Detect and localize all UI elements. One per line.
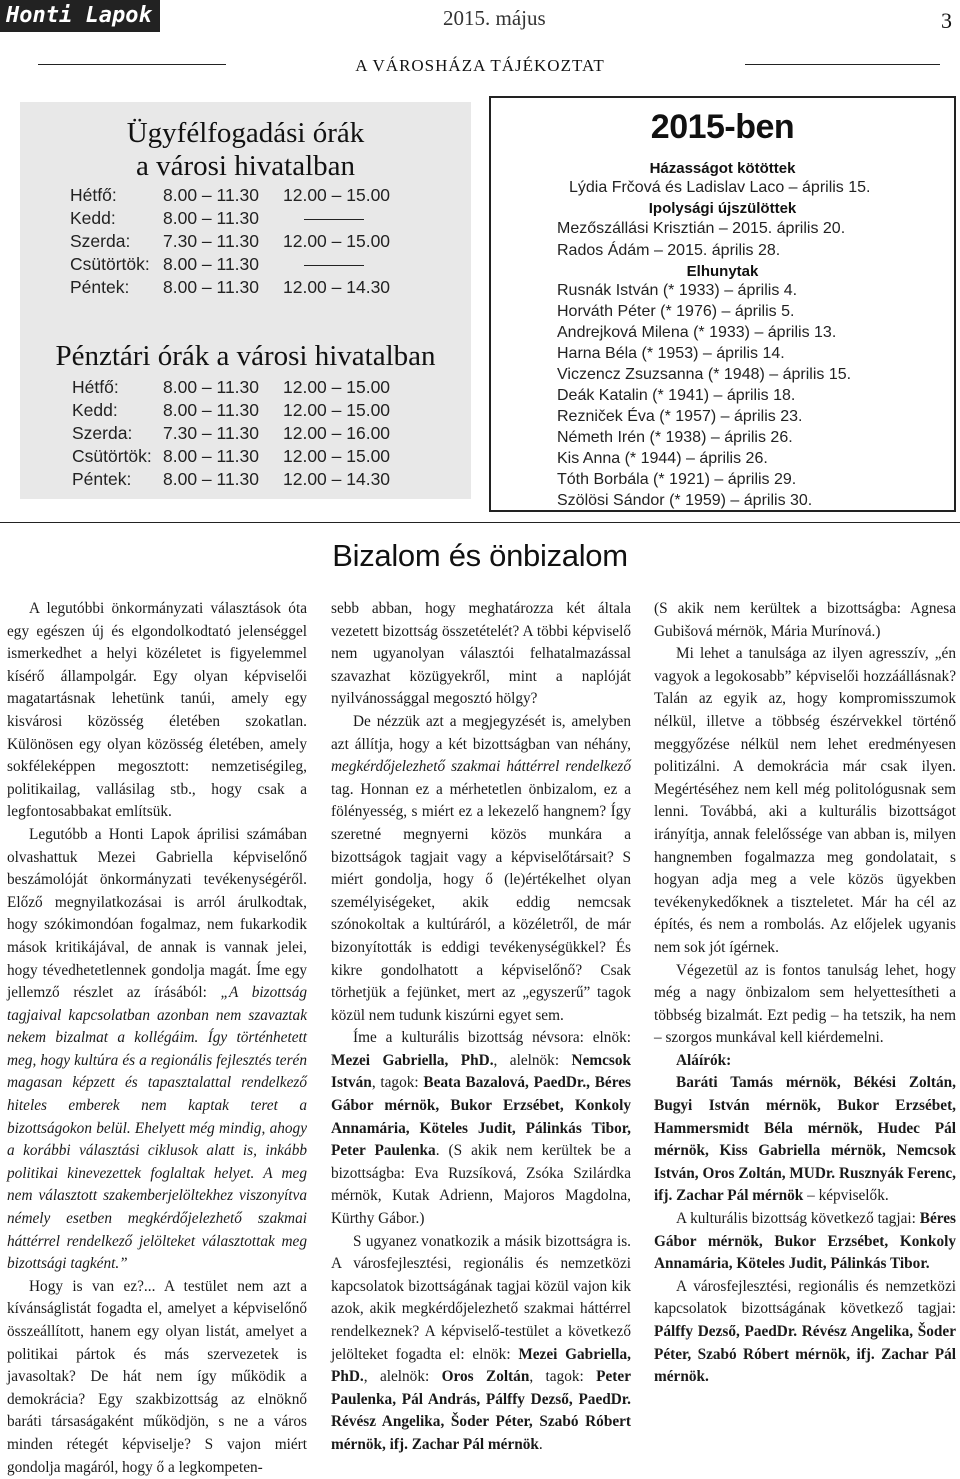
deaths-heading: Elhunytak xyxy=(686,263,759,280)
paragraph-text: , tagok: xyxy=(371,1074,424,1092)
day: Szerda: xyxy=(70,231,131,251)
article-column-2 xyxy=(331,598,632,1453)
death-entry: Szölösi Sándor (* 1959) – április 30. xyxy=(557,492,813,509)
office-hours-title-1: Ügyfélfogadási órák xyxy=(126,117,365,149)
paragraph: A legutóbbi önkormányzati választások óta egy egészen új és elgondolkodtató jelenséggel ismerkedhet a helyi közéletet is figyelemmel kísérő állampolgár. Egy olyan képviselői magatartásnak lehetünk tanúi, amely egy kisvárosi közösség életében szokatlan. Különösen egy olyan közösség életében, amely sokféleképpen megosztott: nemzetiségileg, politikailag, vallásilag stb., hogy csak a legfontosabbakat említsük. xyxy=(7,600,307,821)
day: Hétfő: xyxy=(72,377,119,397)
afternoon-hours: 12.00 – 15.00 xyxy=(283,185,391,205)
section-divider xyxy=(0,522,960,523)
office-row xyxy=(70,231,510,255)
article-column-3 xyxy=(654,598,956,1418)
paragraph-text: , tagok: xyxy=(529,1368,597,1386)
births-heading: Ipolysági újszülöttek xyxy=(648,200,797,217)
quoted-phrase: megkérdőjelezhető szakmai háttérrel rendelkező xyxy=(331,758,631,776)
signers-heading xyxy=(654,1050,956,1073)
cashier-row xyxy=(72,469,512,493)
section-header xyxy=(0,56,960,80)
paragraph xyxy=(654,1208,956,1276)
civil-events-box xyxy=(489,96,956,512)
afternoon-hours: 12.00 – 15.00 xyxy=(283,400,391,420)
birth-entry: Mezőszállási Krisztián – 2015. április 20. xyxy=(557,220,846,237)
office-hours-box xyxy=(20,102,471,499)
member-names: Béres Gábor mérnök, Bukor Erzsébet, Konkoly Annamária, Köteles Judit, Pálinkás Tibor. xyxy=(654,1210,956,1273)
signers-list xyxy=(654,1072,956,1208)
newspaper-logo: Honti Lapok xyxy=(0,0,160,32)
member-names: Beata Bazalová, PaedDr., Béres Gábor mérnök, Bukor Erzsébet, Konkoly Annamária, Köteles Judit, Pálinkás Tibor, Peter Paulenka xyxy=(331,1074,631,1160)
cashier-row xyxy=(72,400,512,424)
section-rule-right xyxy=(745,64,940,65)
afternoon-hours: 12.00 – 14.30 xyxy=(283,277,391,297)
death-entry: Andrejková Milena (* 1933) – április 13. xyxy=(557,324,837,341)
morning-hours: 8.00 – 11.30 xyxy=(163,185,260,205)
paragraph-text: Legutóbb a Honti Lapok áprilisi számában olvashattuk Mezei Gabriella képviselőnő beszámolóját önkormányzati tevékenységéről. Előző megnyilatkozásai is arról árulkodtak, hogy szókimondóan fogalmaz, nem fukarkodik mások kritikájával, de annak is vannak jelei, hogy tévedhetetlennek gondolja magát. Íme egy jellemző részlet az írásából: xyxy=(7,825,307,1002)
death-entry: Kis Anna (* 1944) – április 26. xyxy=(557,450,768,467)
day: Hétfő: xyxy=(70,185,117,205)
no-hours-dash xyxy=(304,265,364,266)
member-names: Pálffy Dezső, PaedDr. Révész Angelika, Šoder Péter, Szabó Róbert mérnök, ifj. Zachar Pál mérnök. xyxy=(654,1323,956,1386)
day: Kedd: xyxy=(72,400,118,420)
cashier-row xyxy=(72,377,512,401)
paragraph-text: Íme a kulturális bizottság névsora: elnök: xyxy=(353,1029,631,1047)
death-entry: Viczencz Zsuzsanna (* 1948) – április 15. xyxy=(557,366,852,383)
issue-date: 2015. május xyxy=(443,6,546,30)
paragraph-text: – képviselők. xyxy=(803,1187,889,1205)
paragraph: Mi lehet a tanulsága az ilyen agresszív, „én vagyok a legokosabb” képviselői hozzáállásnak? Talán az egyik az, hogy kompromisszumok nélkül, illetve a többség észérvekkel történő meggyőzése nélkül nem lehet eredményesen politizálni. A demokrácia már csak ilyen. Megértéséhez nem kell még politológusnak sem lenni. Továbbá, aki a kulturális bizottságot irányítja, annak felelőssége van abban is, milyen hangnemben fogalmazza meg gondolatait, s hogyan adja meg a vele közös ügyekben tevékenykedőknek a tiszteletet. Már ha cél az építés, és nem a rombolás. Az előjelek ugyanis nem sok jót ígérnek. xyxy=(654,645,956,956)
day: Péntek: xyxy=(70,277,130,297)
morning-hours: 8.00 – 11.30 xyxy=(163,400,260,420)
death-entry: Rusnák István (* 1933) – április 4. xyxy=(557,282,798,299)
paragraph-text: De nézzük azt a megjegyzését is, amelyben azt állítja, hogy a két bizottságban van néhány, xyxy=(331,712,631,753)
paragraph xyxy=(331,1231,631,1457)
quoted-passage: „A bizottság tagjaival kapcsolatban azonban nem szavaztak nekem bizalmat a kollégáim. Így történhetett meg, hogy kultúra és a regionális fejlesztés terén magasan képzett és tapasztalattal rendelkező hiteles emberek nem kaptak teret a bizottságokon belül. Ehelyett még mindig, ahogy a korábbi választási ciklusok alatt is, inkább politikai kinevezettek foglaltak helyet. A meg nem választott szakemberjelöltekhez viszonyítva némely esetben megkérdőjelezhető szakmai háttérrel rendelkező jelölteket választottak meg bizottsági tagként.” xyxy=(7,984,307,1273)
day: Csütörtök: xyxy=(72,446,152,466)
death-entry: Rezniček Éva (* 1957) – április 23. xyxy=(557,408,803,425)
member-name: Mezei Gabriella, PhD. xyxy=(331,1345,631,1386)
morning-hours: 8.00 – 11.30 xyxy=(163,446,260,466)
cashier-hours-title: Pénztári órák a városi hivatalban xyxy=(55,340,436,372)
day: Csütörtök: xyxy=(70,254,150,274)
member-names: Peter Paulenka, Pál András, Pálffy Dezső, PaedDr. Révész Angelika, Šoder Péter, Szabó Róbert mérnök, ifj. Zachar Pál mérnök xyxy=(331,1368,631,1453)
page-number: 3 xyxy=(941,8,952,33)
paragraph-text: , alelnök: xyxy=(363,1368,442,1386)
article-column-1 xyxy=(7,598,307,1476)
office-hours-title-2: a városi hivatalban xyxy=(135,150,356,182)
day: Szerda: xyxy=(72,423,133,443)
no-hours-dash xyxy=(304,219,364,220)
death-entry: Németh Irén (* 1938) – április 26. xyxy=(557,429,793,446)
office-row xyxy=(70,185,510,209)
morning-hours: 8.00 – 11.30 xyxy=(163,469,260,489)
paragraph-text: A városfejlesztési, regionális és nemzetközi kapcsolatok bizottságának következő tagjai: xyxy=(654,1277,956,1318)
afternoon-hours: 12.00 – 15.00 xyxy=(283,377,391,397)
paragraph: Hogy is van ez?... A testület nem azt a kívánságlistát fogadta el, amelyet a képviselőnő összeállított, hanem egy olyan listát, amelyet a politikai pártok és más szervezetek is javasoltak? De hát nem így működik a demokrácia? Egy szakbizottság az elnöknő baráti társaságaként működjön, s ne a város minden rétegét képviselje? S vajon miért gondolja magáról, hogy ő a legkompeten- xyxy=(7,1277,307,1476)
cashier-row xyxy=(72,423,512,447)
paragraph-text: , alelnök: xyxy=(493,1051,572,1069)
office-row xyxy=(70,254,510,278)
day: Kedd: xyxy=(70,208,116,228)
morning-hours: 8.00 – 11.30 xyxy=(163,208,260,228)
office-row xyxy=(70,208,510,232)
paragraph: Végezetül az is fontos tanulság lehet, hogy még a nagy önbizalom sem helyettesítheti a többség bizalmát. Ezt pedig – ha tetszik, ha nem – szorgos munkával kell kiérdemelni. xyxy=(654,961,956,1047)
morning-hours: 8.00 – 11.30 xyxy=(163,277,260,297)
morning-hours: 7.30 – 11.30 xyxy=(163,423,260,443)
death-entry: Horváth Péter (* 1976) – április 5. xyxy=(557,303,795,320)
paragraph xyxy=(654,1276,956,1389)
member-name: Nemcsok István xyxy=(331,1051,631,1092)
masthead xyxy=(0,0,960,36)
member-name: Mezei Gabriella, PhD. xyxy=(331,1051,494,1069)
morning-hours: 7.30 – 11.30 xyxy=(163,231,260,251)
death-entry: Deák Katalin (* 1941) – április 18. xyxy=(557,387,796,404)
cashier-row xyxy=(72,446,512,470)
paragraph-text: tag. Honnan ez a mérhetetlen önbizalom, ez a fölényesség, s miért ez a lekezelő hangnem? Így szeretné megnyerni közös munkára a bizottságok tagjait vagy a képviselőtársait? S miért gondolja, hogy ő (le)értékelhet olyan személyiségeket, akik eddig nemcsak szónokoltak a kultúráról, a közéletről, de már bizonyították is eddigi tevékenységükkel? És kikre gondolhatott a képviselőnő? Csak törhetjük a fejünket, mert az „egyszerű” tagok közül nem tudunk kiszúrni egyet sem. xyxy=(331,780,631,1024)
afternoon-hours: 12.00 – 15.00 xyxy=(283,446,391,466)
morning-hours: 8.00 – 11.30 xyxy=(163,254,260,274)
death-entry: Harna Béla (* 1953) – április 14. xyxy=(557,345,785,362)
day: Péntek: xyxy=(72,469,132,489)
signers-heading-text: Aláírók: xyxy=(676,1051,732,1069)
paragraph xyxy=(331,711,631,1027)
article-title: Bizalom és önbizalom xyxy=(332,538,628,573)
paragraph: sebb abban, hogy meghatározza két általa vezetett bizottság összetételét? A többi képviselő nem ugyanolyan választói felhatalmazással szavazhat közügyekről, mint a naplóját nyilvánossággal megosztó hölgy? xyxy=(331,600,631,708)
morning-hours: 8.00 – 11.30 xyxy=(163,377,260,397)
section-title: A VÁROSHÁZA TÁJÉKOZTAT xyxy=(355,56,605,75)
events-year-title: 2015-ben xyxy=(650,108,795,146)
signer-names: Baráti Tamás mérnök, Békési Zoltán, Bugyi István mérnök, Bukor Erzsébet, Hammersmidt Béla mérnök, Hudec Pál mérnök, Kiss Gabriella mérnök, Nemcsok István, Oros Zoltán, MUDr. Rusznyák Ferenc, ifj. Zachar Pál mérnök xyxy=(654,1074,956,1205)
birth-entry: Rados Ádám – 2015. április 28. xyxy=(557,242,781,259)
death-entry: Tóth Borbála (* 1921) – április 29. xyxy=(557,471,797,488)
afternoon-hours: 12.00 – 14.30 xyxy=(283,469,391,489)
marriages-heading: Házasságot kötöttek xyxy=(649,160,796,177)
paragraph: (S akik nem kerültek a bizottságba: Agnesa Gubišová mérnök, Mária Murínová.) xyxy=(654,600,956,640)
paragraph-text: S ugyanez vonatkozik a másik bizottságra is. A városfejlesztési, regionális és nemzetközi kapcsolatok bizottságának tagjai közül vajon kik azok, akik megkérdőjelezhető szakmai háttérrel rendelkeznek? A képviselő-testület a következő jelölteket fogadta el: elnök: xyxy=(331,1232,631,1363)
paragraph xyxy=(331,1027,631,1230)
afternoon-hours: 12.00 – 16.00 xyxy=(283,423,391,443)
member-name: Oros Zoltán xyxy=(441,1368,530,1386)
office-row xyxy=(70,277,510,301)
paragraph-text: . (S akik nem kerültek be a bizottságba: Eva Ruzsíková, Zsóka Szilárdka mérnök, Kutak Adrienn, Majoros Magdolna, Kürthy Gábor.) xyxy=(331,1142,632,1228)
paragraph-text: A kulturális bizottság következő tagjai: xyxy=(676,1210,920,1228)
paragraph-text: . xyxy=(538,1435,543,1453)
afternoon-hours: 12.00 – 15.00 xyxy=(283,231,391,251)
paragraph xyxy=(7,824,307,1276)
marriage-entry: Lýdia Frčová és Ladislav Laco – április 15. xyxy=(569,179,871,196)
